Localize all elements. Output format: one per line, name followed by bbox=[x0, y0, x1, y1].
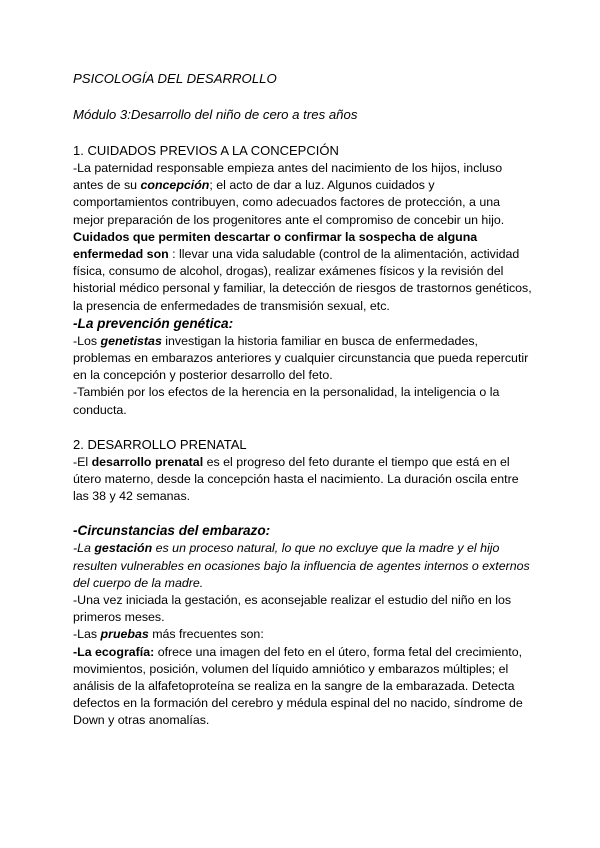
text-run: es el progreso del feto durante el tiempo que está en el útero materno, desde la concepción hasta el nacimiento. La duración oscila entre las 38 y 42 semanas. bbox=[73, 454, 519, 504]
section-2-paragraph-5 bbox=[73, 644, 533, 730]
spacer bbox=[73, 419, 533, 436]
spacer bbox=[73, 505, 533, 522]
section-2-paragraph-1 bbox=[73, 454, 533, 506]
section-2-heading: 2. DESARROLLO PRENATAL bbox=[73, 436, 247, 452]
subheading-circunstancias: -Circunstancias del embarazo: bbox=[73, 523, 271, 539]
text-run: -Las bbox=[73, 627, 101, 642]
bold-phrase: Cuidados que permiten descartar o confirmar la sospecha de alguna enfermedad son bbox=[73, 229, 478, 262]
text-run: -La paternidad responsable empieza antes del nacimiento de los hijos, incluso antes de su bbox=[73, 161, 503, 193]
module-title: Módulo 3:Desarrollo del niño de cero a tres años bbox=[73, 107, 358, 122]
section-1-paragraph-2 bbox=[73, 333, 533, 385]
text-run: es un proceso natural, lo que no excluye que la madre y el hijo resulten vulnerables en ocasiones bajo la influencia de agentes internos o externos del cuerpo de la madre. bbox=[73, 541, 530, 590]
term-concepcion: concepción bbox=[140, 178, 210, 193]
section-1-paragraph-1 bbox=[73, 160, 533, 315]
text-run: -El bbox=[73, 454, 92, 469]
section-2-paragraph-3: -Una vez iniciada la gestación, es aconsejable realizar el estudio del niño en los primeros meses. bbox=[73, 593, 512, 625]
term-gestacion: gestación bbox=[94, 541, 153, 556]
term-pruebas: pruebas bbox=[100, 627, 149, 642]
text-run: ofrece una imagen del feto en el útero, forma fetal del crecimiento, movimientos, posición, volumen del líquido amniótico y embarazos múltiples; el análisis de la alfafetoproteína se realiza en la sangre de la embarazada. Detecta defectos en la formación del cerebro y médula espinal del no nacido, síndrome de Down y otras anomalías. bbox=[73, 644, 523, 728]
text-run: más frecuentes son: bbox=[148, 627, 264, 642]
term-ecografia: -La ecografía: bbox=[73, 644, 155, 659]
section-1-heading: 1. CUIDADOS PREVIOS A LA CONCEPCIÓN bbox=[73, 143, 339, 158]
section-1-paragraph-3: -También por los efectos de la herencia en la personalidad, la inteligencia o la conducta. bbox=[73, 385, 500, 417]
text-run: ; el acto de dar a luz. Algunos cuidados y comportamientos contribuyen, como adecuados factores de protección, a una mejor preparación de los progenitores ante el compromiso de concebir un hijo. bbox=[73, 178, 505, 227]
text-run: -La bbox=[73, 541, 95, 556]
text-run: investigan la historia familiar en busca de enfermedades, problemas en embarazos anteriores y cualquier circunstancia que pueda repercutir en la concepción y posterior desarrollo del feto. bbox=[73, 333, 529, 383]
text-run: -Los bbox=[73, 333, 101, 348]
section-2-paragraph-2 bbox=[73, 540, 533, 592]
section-2-paragraph-4 bbox=[73, 626, 533, 643]
text-run: : llevar una vida saludable (control de la alimentación, actividad física, consumo de alcohol, drogas), realizar exámenes físicos y la revisión del historial médico personal y familiar, la detección de riesgos de trastornos genéticos, la presencia de enfermedades de transmisión sexual, etc. bbox=[73, 247, 532, 313]
term-desarrollo-prenatal: desarrollo prenatal bbox=[91, 454, 204, 469]
document-title: PSICOLOGÍA DEL DESARROLLO bbox=[73, 71, 277, 86]
term-genetistas: genetistas bbox=[100, 333, 162, 348]
document-page bbox=[73, 70, 533, 730]
subheading-prevencion-genetica: -La prevención genética: bbox=[73, 315, 234, 331]
